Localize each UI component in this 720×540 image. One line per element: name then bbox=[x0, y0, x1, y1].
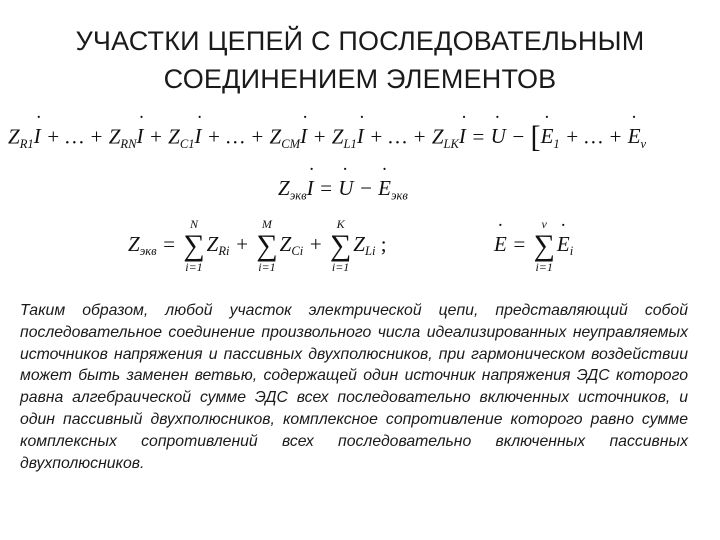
slide-title-line-1: УЧАСТКИ ЦЕПЕЙ С ПОСЛЕДОВАТЕЛЬНЫМ bbox=[75, 26, 645, 56]
body-paragraph: Таким образом, любой участок электрической цепи, представляющий собой последовательное соединение произвольного числа идеализированных неуправляемых источников напряжения и пассивных двухполюсников, при гармоническом воздействии может быть заменен ветвью, содержащей один источник напряжения ЭДС которого равна алгебраической сумме ЭДС всех последовательно включенных источников, и один пассивный двухполюсников, комплексное сопротивление которого равно сумме комплексных сопротивлений всех последовательно включенных пассивных двухполюсников. bbox=[20, 302, 688, 472]
slide-title bbox=[0, 22, 720, 98]
slide-title-line-2: СОЕДИНЕНИЕМ ЭЛЕМЕНТОВ bbox=[163, 64, 557, 94]
formula-emf-sum: ˙ E = ν ∑ i=1 ˙ $E_i$ bbox=[494, 218, 573, 274]
formula-equivalent: $Z_{экв}˙$ I = ˙ U − ˙ $E_{экв}$ bbox=[278, 176, 408, 203]
sum-symbol: M ∑ i=1 bbox=[256, 217, 278, 274]
sum-symbol: N ∑ i=1 bbox=[183, 217, 205, 274]
formula-impedance-sum: $Z_{экв}$ = N ∑ i=1 $Z_{Ri}$ + M ∑ i=1 $Z_{Ci}$ + K ∑ i=1 $Z_{Li}$ ; bbox=[128, 217, 387, 274]
formula-main: $Z_{R1}˙$ I + … + $Z_{RN}˙$ $I + Z_{C1}˙$ I + … + $Z_{CM}˙$ $I + Z_{L1}˙$ I + … + $Z_{LK}˙$ I = ˙ U − [˙ $E_1$ + … + ˙ $E_\nu$ bbox=[8, 120, 646, 155]
sum-symbol: K ∑ i=1 bbox=[329, 217, 352, 274]
sum-symbol: ν ∑ i=1 bbox=[533, 217, 555, 274]
